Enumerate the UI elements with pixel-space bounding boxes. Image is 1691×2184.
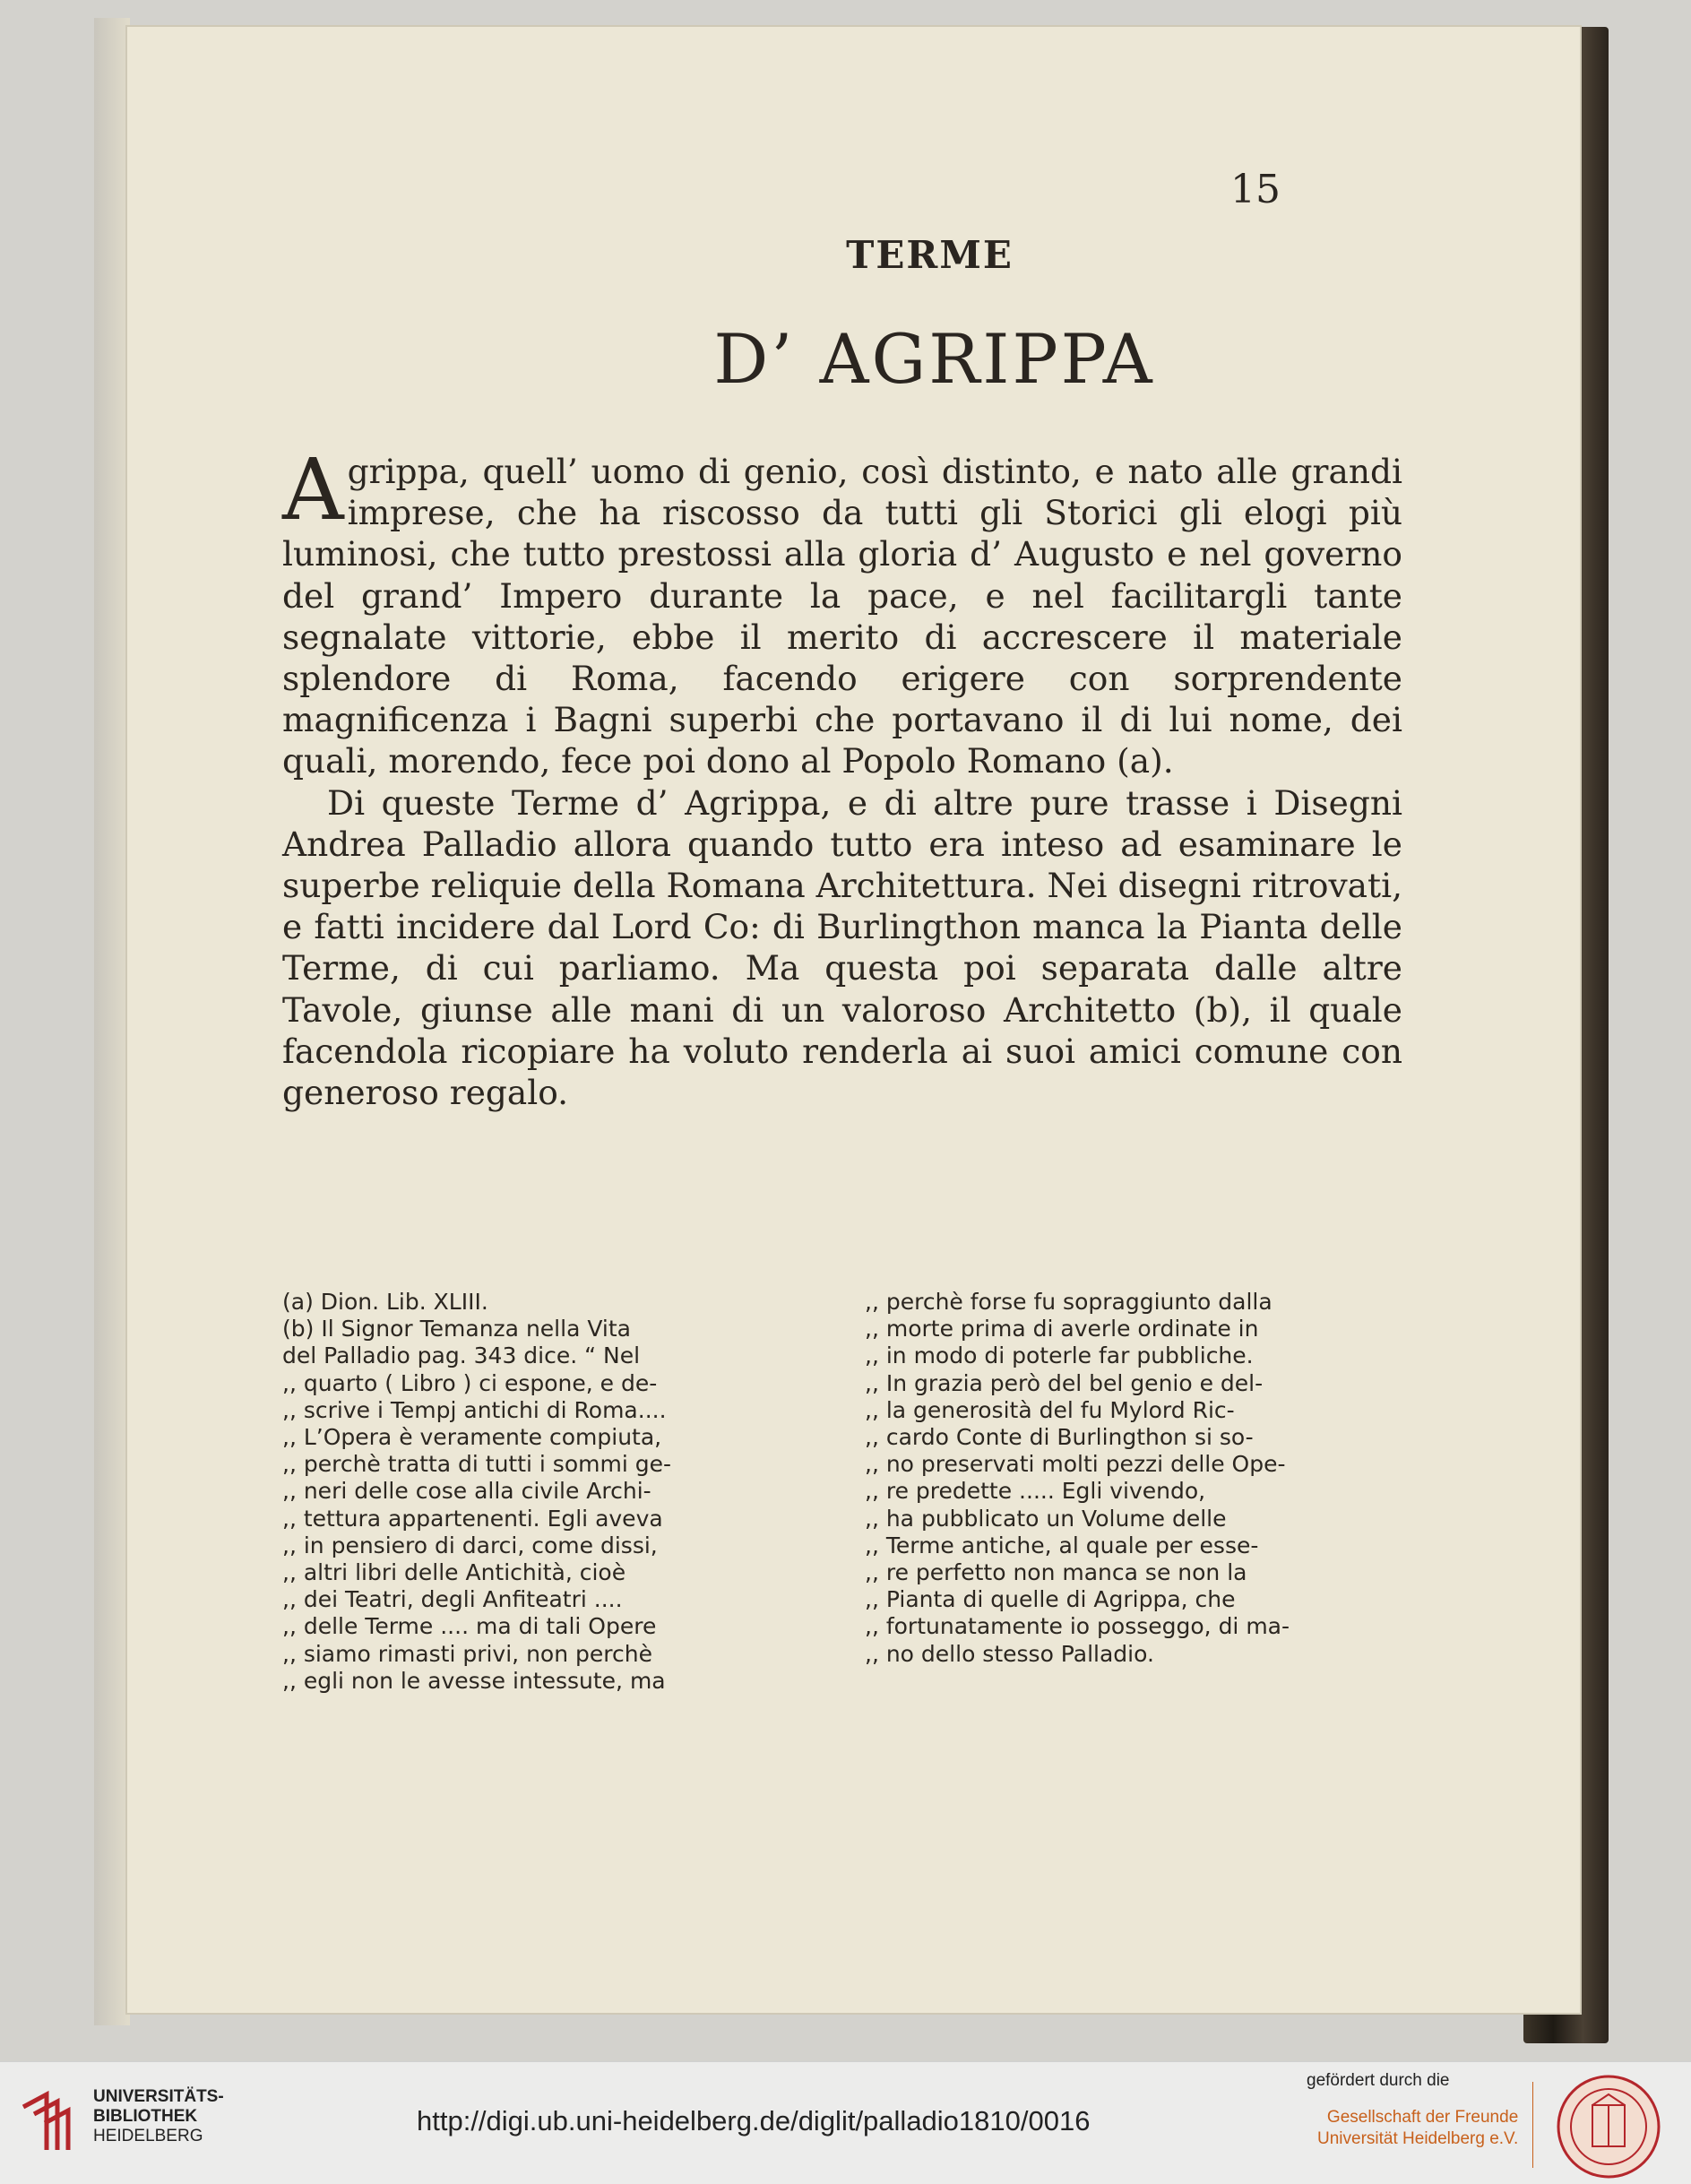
footnote-line: ,, scrive i Tempj antichi di Roma....	[282, 1396, 667, 1423]
footnote-line: ,, perchè forse fu sopraggiunto dalla	[865, 1289, 1273, 1315]
book-page	[125, 25, 1582, 2015]
page-edge-shadow	[94, 18, 130, 2025]
library-name-line-3: HEIDELBERG	[93, 2127, 203, 2145]
footnote-line: (b) Il Signor Temanza nella Vita	[282, 1316, 631, 1342]
footnote-line: del Palladio pag. 343 dice. “ Nel	[282, 1342, 641, 1369]
footnote-line: ,, re predette ..... Egli vivendo,	[865, 1478, 1206, 1505]
university-library-logo-icon	[16, 2087, 86, 2157]
page-number: 15	[1230, 167, 1281, 212]
footnote-line: ,, cardo Conte di Burlingthon si so-	[865, 1424, 1254, 1451]
chapter-title-small: TERME	[846, 233, 1014, 277]
footnote-line: ,, la generosità del fu Mylord Ric-	[865, 1396, 1235, 1423]
footnotes	[282, 1289, 1402, 1695]
footnote-line: ,, no dello stesso Palladio.	[865, 1640, 1154, 1667]
digitization-footer	[0, 2061, 1691, 2184]
footnotes-left-column	[282, 1289, 820, 1695]
footnote-line: (a) Dion. Lib. XLIII.	[282, 1289, 488, 1315]
footnote-line: ,, L’Opera è veramente compiuta,	[282, 1424, 662, 1451]
footnote-line: ,, in pensiero di darci, come dissi,	[282, 1532, 658, 1558]
society-name-line-1: Gesellschaft der Freunde	[1326, 2108, 1519, 2127]
university-seal-icon	[1555, 2073, 1662, 2180]
footnote-line: ,, neri delle cose alla civile Archi-	[282, 1478, 651, 1505]
paragraph-1	[282, 441, 1402, 782]
footnote-line: ,, quarto ( Libro ) ci espone, e de-	[282, 1369, 658, 1396]
footnote-line: ,, no preservati molti pezzi delle Ope-	[865, 1451, 1286, 1478]
footnote-line: ,, morte prima di averle ordinate in	[865, 1316, 1259, 1342]
footnote-line: ,, Pianta di quelle di Agrippa, che	[865, 1586, 1236, 1613]
footer-divider	[1532, 2082, 1533, 2168]
footnote-line: ,, perchè tratta di tutti i sommi ge-	[282, 1451, 671, 1478]
footnote-line: ,, re perfetto non manca se non la	[865, 1559, 1247, 1586]
footnote-line: ,, egli non le avesse intessute, ma	[282, 1667, 666, 1694]
footnote-line: ,, ha pubblicato un Volume delle	[865, 1505, 1227, 1532]
society-name-line-2: Universität Heidelberg e.V.	[1317, 2129, 1519, 2148]
footnote-line: ,, altri libri delle Antichità, cioè	[282, 1559, 626, 1586]
paragraph-2: Di queste Terme d’ Agrippa, e di altre pure trasse i Disegni Andrea Palladio allora quando tutto era inteso ad esaminare le superbe reliquie della Romana Architettura. Nei disegni ritrovati, e fatti incidere dal Lord Co: di Burlingthon manca la Pianta delle Terme, di cui parliamo. Ma questa poi separata dalle altre Tavole, giunse alle mani di un valoroso Architetto (b), il quale facendola ricopiare ha voluto renderla ai suoi amici comune con generoso regalo.	[282, 782, 1402, 1113]
permalink-url[interactable]: http://digi.ub.uni-heidelberg.de/diglit/palladio1810/0016	[417, 2105, 1091, 2137]
drop-cap: A	[282, 441, 344, 540]
chapter-title-large: D’ AGRIPPA	[713, 319, 1155, 399]
footnote-line: ,, fortunatamente io posseggo, di ma-	[865, 1613, 1290, 1640]
footnote-line: ,, Terme antiche, al quale per esse-	[865, 1532, 1259, 1558]
footnote-line: ,, in modo di poterle far pubbliche.	[865, 1342, 1254, 1369]
footnote-line: ,, siamo rimasti privi, non perchè	[282, 1640, 652, 1667]
footnote-line: ,, delle Terme .... ma di tali Opere	[282, 1613, 657, 1640]
library-name	[93, 2087, 224, 2146]
funded-by-label: gefördert durch die	[1307, 2071, 1450, 2090]
footnote-line: ,, In grazia però del bel genio e del-	[865, 1369, 1264, 1396]
library-name-line-1: UNIVERSITÄTS-	[93, 2087, 224, 2106]
body-text	[282, 441, 1402, 1113]
footnote-line: ,, dei Teatri, degli Anfiteatri ....	[282, 1586, 623, 1613]
footnote-line: ,, tettura appartenenti. Egli aveva	[282, 1505, 663, 1532]
paragraph-1-text: grippa, quell’ uomo di genio, così distinto, e nato alle grandi imprese, che ha riscosso da tutti gli Storici gli elogi più luminosi, che tutto prestossi alla gloria d’ Augusto e nel governo del grand’ Impero durante la pace, e nel facilitargli tante segnalate vittorie, ebbe il merito di accrescere il materiale splendore di Roma, facendo erigere con sorprendente magnificenza i Bagni superbi che portavano il di lui nome, dei quali, morendo, fece poi dono al Popolo Romano (a).	[282, 452, 1402, 781]
library-name-line-2: BIBLIOTHEK	[93, 2107, 198, 2126]
society-name	[1317, 2107, 1518, 2150]
footnotes-right-column	[865, 1289, 1402, 1695]
